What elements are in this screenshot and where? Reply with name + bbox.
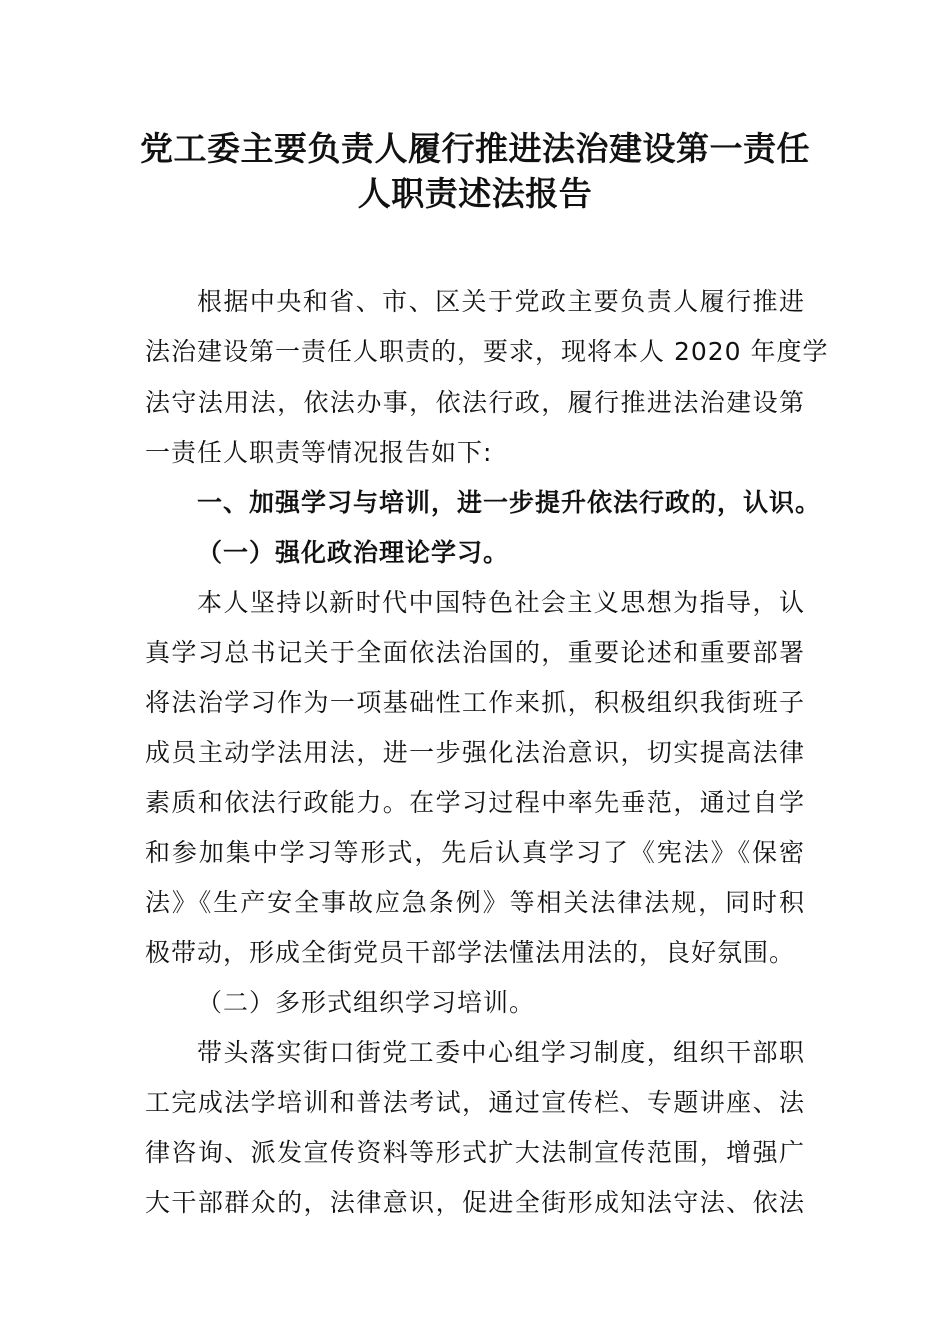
document-title-line-1: 党工委主要负责人履行推进法治建设第一责任 [140, 129, 810, 168]
paragraph-line: 一责任人职责等情况报告如下: [145, 438, 493, 467]
paragraph-line: 大干部群众的，法律意识，促进全街形成知法守法、依法 [145, 1188, 805, 1217]
paragraph-line: 带头落实街口街党工委中心组学习制度，组织干部职 [197, 1038, 805, 1067]
paragraph-line: 法》《生产安全事故应急条例》等相关法律法规，同时积 [145, 888, 805, 917]
paragraph-line: 将法治学习作为一项基础性工作来抓，积极组织我街班子 [145, 688, 805, 717]
subsection-heading: （一）强化政治理论学习。 [197, 538, 510, 567]
subsection-heading: （二）多形式组织学习培训。 [197, 988, 536, 1017]
paragraph-line: 律咨询、派发宣传资料等形式扩大法制宣传范围，增强广 [145, 1138, 805, 1167]
paragraph-line: 真学习总书记关于全面依法治国的，重要论述和重要部署 [145, 638, 805, 667]
document-title-line-2: 人职责述法报告 [357, 174, 593, 213]
paragraph-line: 极带动，形成全街党员干部学法懂法用法的，良好氛围。 [145, 938, 796, 967]
paragraph-line: 法守法用法，依法办事，依法行政，履行推进法治建设第 [145, 388, 805, 417]
paragraph-line: 法治建设第一责任人职责的，要求，现将本人 2020 年度学 [145, 337, 829, 366]
paragraph-line: 素质和依法行政能力。在学习过程中率先垂范，通过自学 [145, 788, 805, 817]
section-heading: 一、加强学习与培训，进一步提升依法行政的，认识。 [197, 488, 822, 517]
paragraph-line: 本人坚持以新时代中国特色社会主义思想为指导，认 [197, 588, 805, 617]
paragraph-line: 成员主动学法用法，进一步强化法治意识，切实提高法律 [145, 738, 805, 767]
paragraph-line: 和参加集中学习等形式，先后认真学习了《宪法》《保密 [145, 838, 805, 867]
paragraph-line: 工完成法学培训和普法考试，通过宣传栏、专题讲座、法 [145, 1088, 805, 1117]
paragraph-line: 根据中央和省、市、区关于党政主要负责人履行推进 [197, 287, 805, 316]
